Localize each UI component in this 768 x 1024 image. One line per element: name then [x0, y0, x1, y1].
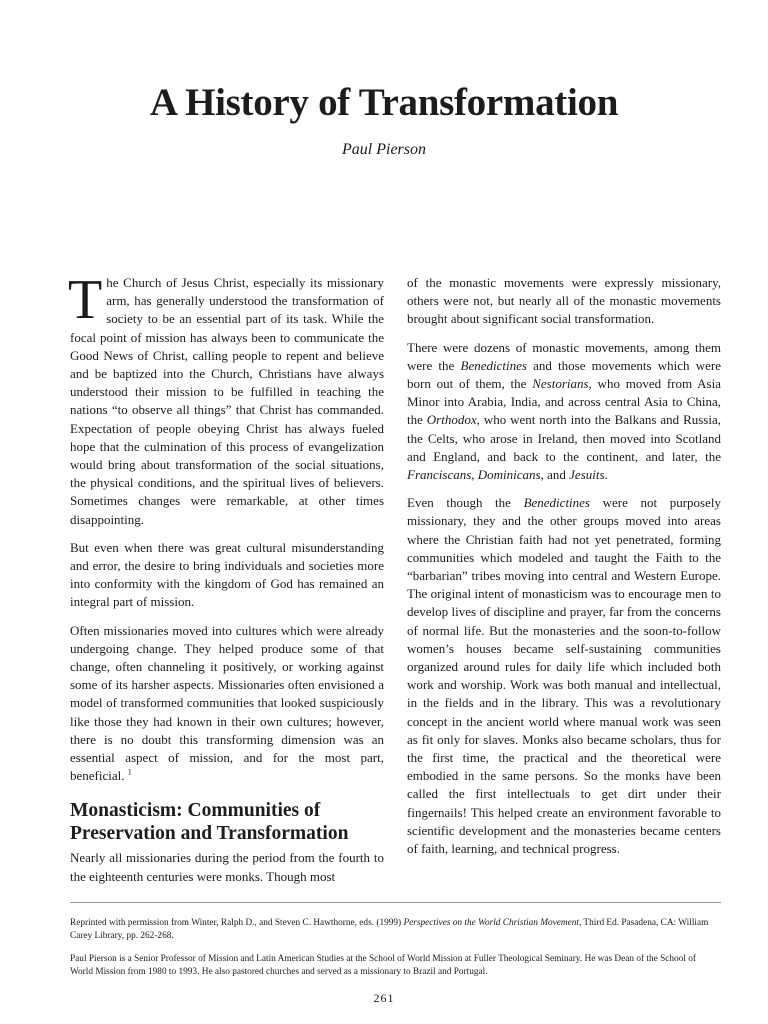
intro-paragraph	[68, 269, 384, 529]
italic-term: Nestorians	[532, 376, 589, 392]
text-run: and those movements which were born out of them, the	[407, 357, 721, 392]
text-run: ,	[471, 467, 478, 483]
paragraph	[70, 622, 384, 786]
paragraph: Nearly all missionaries during the period from the fourth to the eighteenth centuries were monks. Though most	[70, 850, 384, 884]
italic-term: Benedictines	[523, 495, 590, 511]
text-run: There were dozens of monastic movements, among them were the	[407, 339, 721, 373]
text-run: , Third Ed. Pasadena, CA: William Carey Library, pp. 262-268.	[70, 918, 709, 941]
italic-term: Perspectives on the World Christian Movement	[403, 918, 579, 928]
paragraph-text: Often missionaries moved into cultures which were already undergoing change. They helped produce some of that change, often channeling it positively, or working against some of its harsher aspects. Missionaries often envisioned a model of transformed communities that looked suspiciously like those they had known in their own cultures; however, there is no doubt this transforming dimension was an essential aspect of mission, and for the most part, beneficial.	[70, 622, 384, 784]
italic-term: Dominicans	[477, 467, 541, 483]
drop-cap: T	[68, 269, 103, 331]
right-column	[407, 274, 721, 868]
text-run: Reprinted with permission from Winter, Ralph D., and Steven C. Hawthorne, eds. (1999)	[70, 918, 404, 928]
paragraph	[407, 494, 721, 858]
text-run: were not purposely missionary, they and the other groups moved into areas where the Christian faith had not yet penetrated, forming communities which modeled and taught the Faith to the “barbarian” tribes moving into central and Western Europe. The original intent of monasticism was to encourage men to develop lives of discipline and prayer, far from the concerns of normal life. But the monasteries and the soon-to-follow women’s houses became self-sustaining communities organized around rules for daily life which included both work and worship. Work was both manual and intellectual, in the fields and in the library. This was a revolutionary concept in the ancient world where manual work was seen as fit only for slaves. Monks also became scholars, thus for the first time, the practical and the theoretical were embodied in the same persons. So the monks have been called the first intellectuals to get dirt under their fingernails! This helped create an environment favorable to scientific development and the monasteries became centers of faith, learning, and technical progress.	[407, 495, 721, 857]
text-run: , who went north into the Balkans and Russia, the Celts, who arose in Ireland, then moved into Scotland and England, and back to the continent, and later, the	[407, 412, 721, 464]
intro-text: he Church of Jesus Christ, especially its missionary arm, has generally understood the transformation of society to be an essential part of its task. While the focal point of mission has always been to communicate the Good News of Christ, calling people to repent and believe and be baptized into the Church, Christians have always understood their mission to be fulfilled in teaching the nations “to observe all things” that Christ has commanded. Expectation of people obeying Christ has always fueled hope that the culmination of this process of evangelization would bring about transformation of the social situations, the physical conditions, and the spiritual lives of believers. Sometimes changes were remarkable, at other times disappointing.	[70, 275, 384, 527]
italic-term: Orthodox	[426, 412, 477, 428]
paragraph: But even when there was great cultural misunderstanding and error, the desire to bring individuals and societies more into conformity with the kingdom of God has remained an integral part of mission.	[70, 539, 384, 610]
italic-term: Jesuits	[569, 467, 605, 483]
text-run: , and	[540, 467, 570, 483]
left-column	[68, 269, 384, 896]
section-heading: Monasticism: Communities of Preservation and Transformation	[70, 800, 349, 845]
paragraph	[407, 339, 721, 485]
footnote-ref[interactable]: 1	[127, 767, 132, 777]
author-bio-footnote: Paul Pierson is a Senior Professor of Mission and Latin American Studies at the School of World Mission at Fuller Theological Seminary. He was Dean of the School of World Mission from 1980 to 1993. He also pastored churches and served as a missionary to Brazil and Portugal.	[70, 954, 697, 977]
italic-term: Franciscans	[407, 467, 472, 483]
footnote-divider	[70, 902, 721, 903]
text-run: Even though the	[407, 495, 524, 511]
paragraph: of the monastic movements were expressly missionary, others were not, but nearly all of the monastic movements brought about significant social transformation.	[407, 275, 721, 327]
text-run: .	[604, 467, 608, 483]
reprint-footnote	[70, 917, 721, 943]
article-title: A History of Transformation	[149, 81, 619, 124]
italic-term: Benedictines	[460, 357, 527, 373]
author-name: Paul Pierson	[342, 141, 426, 158]
text-run: , who moved from Asia Minor into Arabia, India, and across central Asia to China, the	[407, 376, 721, 428]
page-number: 261	[373, 991, 395, 1005]
